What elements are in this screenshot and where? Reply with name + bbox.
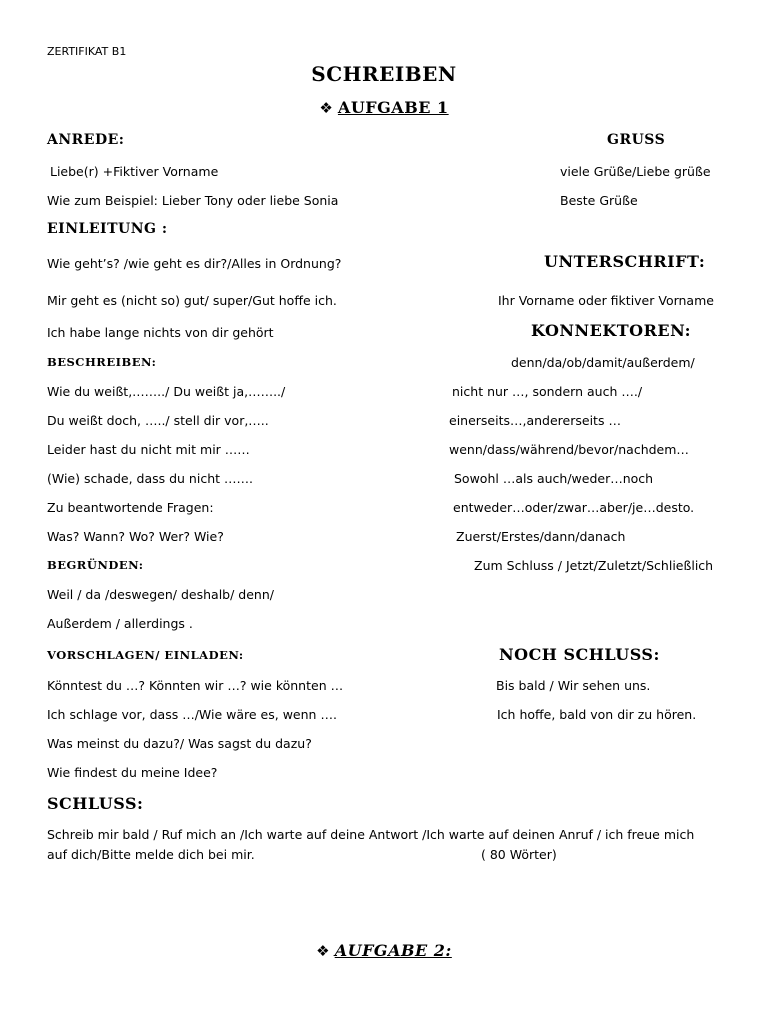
noch-schluss-line-2: Ich hoffe, bald von dir zu hören. — [497, 707, 697, 722]
noch-schluss-line-1: Bis bald / Wir sehen uns. — [496, 678, 651, 693]
beschreiben-item: Wie du weißt,……../ Du weißt ja,……../ — [47, 384, 286, 399]
konnektor-item: einerseits…,andererseits … — [449, 413, 621, 428]
beschreiben-item: Was? Wann? Wo? Wer? Wie? — [47, 529, 224, 544]
word-count: ( 80 Wörter) — [481, 847, 557, 862]
anrede-line-1: Liebe(r) +Fiktiver Vorname — [50, 164, 219, 179]
cert-label: ZERTIFIKAT B1 — [47, 45, 127, 58]
konnektor-item: denn/da/ob/damit/außerdem/ — [511, 355, 695, 370]
begruenden-item: Weil / da /deswegen/ deshalb/ denn/ — [47, 587, 274, 602]
konnektoren-heading: KONNEKTOREN: — [531, 321, 692, 340]
begruenden-heading: BEGRÜNDEN: — [47, 558, 144, 572]
unterschrift-heading: UNTERSCHRIFT: — [544, 252, 706, 271]
konnektor-item: nicht nur …, sondern auch …./ — [452, 384, 643, 399]
einleitung-line-3: Ich habe lange nichts von dir gehört — [47, 325, 274, 340]
anrede-heading: ANREDE: — [47, 132, 125, 148]
aufgabe-2-heading — [0, 941, 768, 960]
beschreiben-item: Du weißt doch, …../ stell dir vor,….. — [47, 413, 269, 428]
beschreiben-item: (Wie) schade, dass du nicht ……. — [47, 471, 253, 486]
aufgabe-2-title: AUFGABE 2: — [334, 941, 452, 960]
unterschrift-line-1: Ihr Vorname oder fiktiver Vorname — [498, 293, 714, 308]
beschreiben-item: Leider hast du nicht mit mir …… — [47, 442, 250, 457]
einleitung-line-2: Mir geht es (nicht so) gut/ super/Gut hoffe ich. — [47, 293, 337, 308]
aufgabe-1-title: AUFGABE 1 — [337, 98, 449, 117]
schluss-heading: SCHLUSS: — [47, 794, 144, 813]
konnektor-item: Zum Schluss / Jetzt/Zuletzt/Schließlich — [474, 558, 714, 573]
aufgabe-1-heading — [0, 98, 768, 117]
konnektor-item: entweder…oder/zwar…aber/je…desto. — [453, 500, 695, 515]
vorschlagen-item: Was meinst du dazu?/ Was sagst du dazu? — [47, 736, 312, 751]
konnektor-item: Sowohl …als auch/weder…noch — [454, 471, 654, 486]
bullet-icon: ❖ — [319, 99, 333, 117]
einleitung-heading: EINLEITUNG : — [47, 221, 168, 237]
schluss-line-1: Schreib mir bald / Ruf mich an /Ich warte auf deine Antwort /Ich warte auf deinen Anruf / ich freue mich — [47, 827, 695, 842]
page-title: SCHREIBEN — [311, 62, 457, 86]
vorschlagen-item: Wie findest du meine Idee? — [47, 765, 218, 780]
konnektor-item: Zuerst/Erstes/dann/danach — [456, 529, 626, 544]
konnektor-item: wenn/dass/während/bevor/nachdem… — [449, 442, 689, 457]
beschreiben-item: Zu beantwortende Fragen: — [47, 500, 214, 515]
gruss-heading: GRUSS — [607, 132, 666, 148]
gruss-line-1: viele Grüße/Liebe grüße — [560, 164, 711, 179]
vorschlagen-heading: VORSCHLAGEN/ EINLADEN: — [47, 648, 244, 662]
einleitung-line-1: Wie geht’s? /wie geht es dir?/Alles in Ordnung? — [47, 256, 342, 271]
anrede-line-2: Wie zum Beispiel: Lieber Tony oder liebe Sonia — [47, 193, 339, 208]
beschreiben-heading: BESCHREIBEN: — [47, 355, 157, 369]
bullet-icon: ❖ — [316, 942, 330, 960]
vorschlagen-item: Könntest du …? Könnten wir …? wie könnten … — [47, 678, 344, 693]
begruenden-item: Außerdem / allerdings . — [47, 616, 193, 631]
schluss-line-2: auf dich/Bitte melde dich bei mir. — [47, 847, 255, 862]
noch-schluss-heading: NOCH SCHLUSS: — [499, 645, 660, 664]
gruss-line-2: Beste Grüße — [560, 193, 638, 208]
vorschlagen-item: Ich schlage vor, dass …/Wie wäre es, wenn …. — [47, 707, 337, 722]
